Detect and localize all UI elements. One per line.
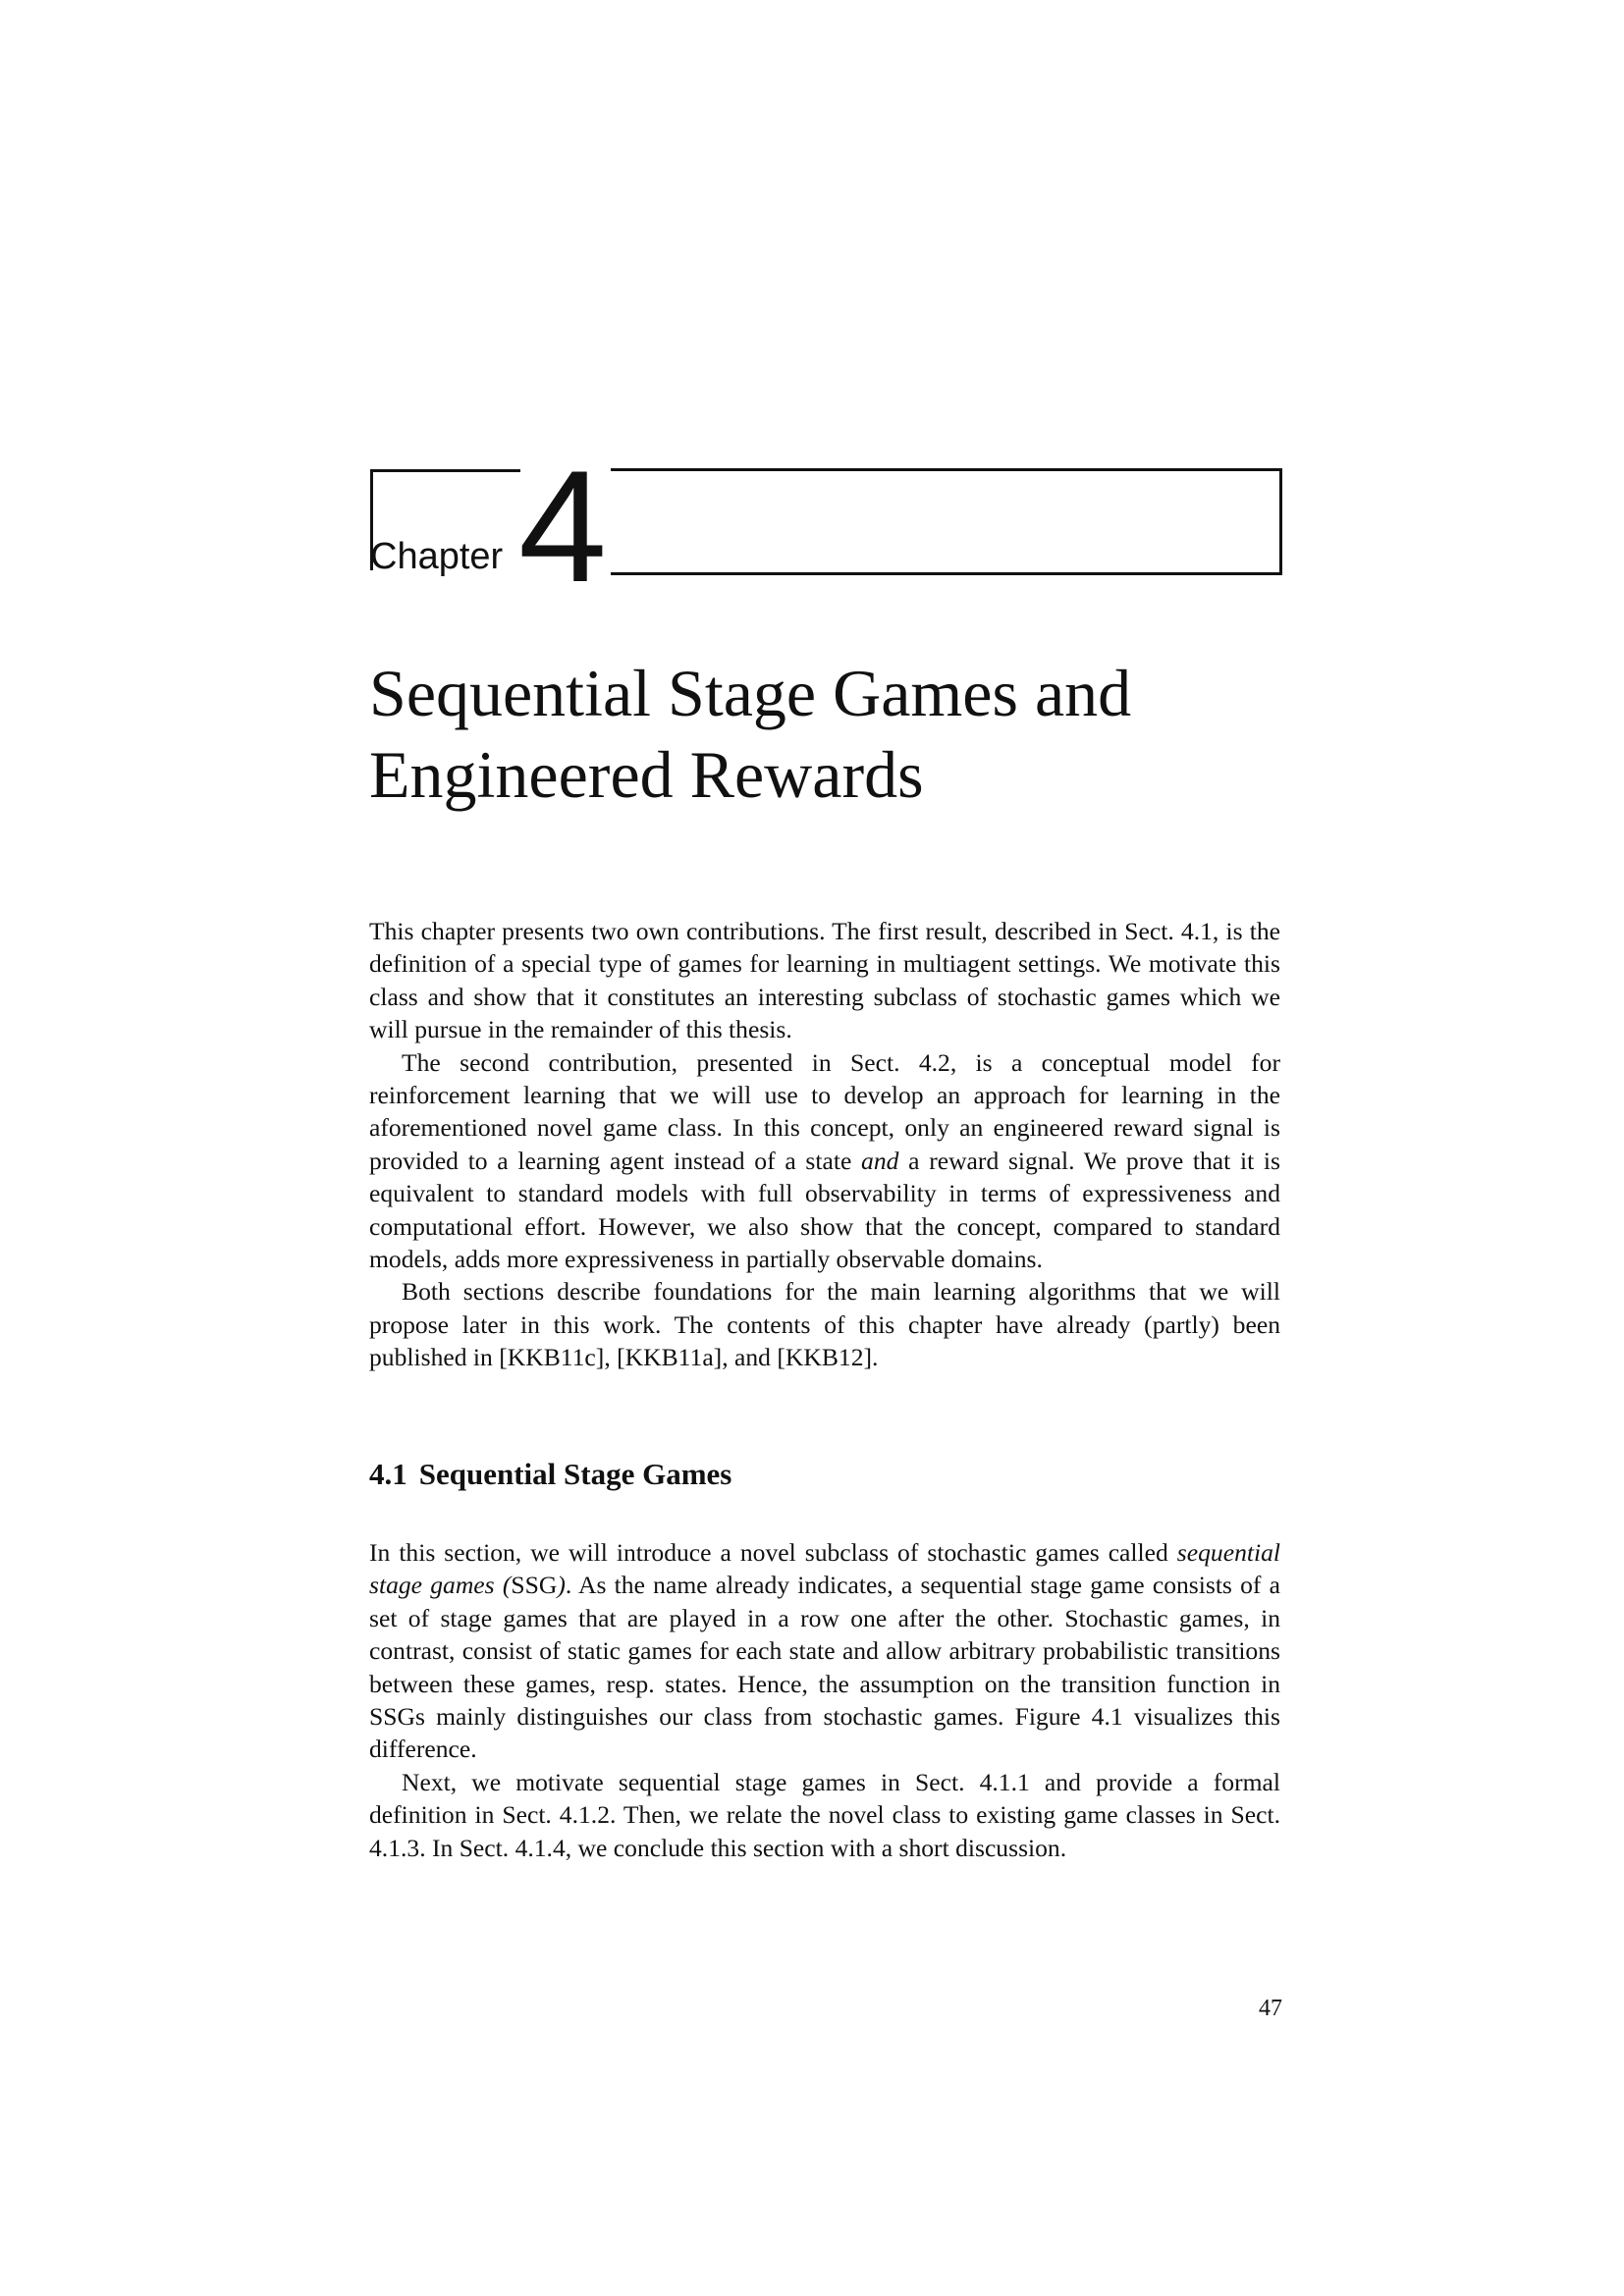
section-term-italic: sequential stage games ( <box>369 1538 1280 1600</box>
chapter-intro <box>369 915 1280 1374</box>
chapter-title-line-1: Sequential Stage Games and <box>369 656 1132 730</box>
intro-paragraph-3: Both sections describe foundations for the main learning algorithms that we will propose later in this work. The contents of this chapter have already (partly) been published in [KKB11c], [KKB11a], and [KKB12]. <box>369 1277 1280 1372</box>
intro-paragraph-2-part-2: a reward signal. We prove that it is equivalent to standard models with full observability in terms of expressiveness and computational effort. However, we also show that the concept, compared to standard models, adds more expressiveness in partially observable domains. <box>369 1146 1280 1274</box>
section-heading <box>369 1459 731 1489</box>
chapter-label: Chapter <box>370 536 504 577</box>
page-number: 47 <box>1259 1996 1282 2021</box>
section-body <box>369 1536 1280 1864</box>
section-paragraph-1-part-1: In this section, we will introduce a novel subclass of stochastic games called <box>369 1538 1177 1567</box>
intro-paragraph-2-emphasis: and <box>861 1146 899 1175</box>
chapter-title-line-2: Engineered Rewards <box>369 737 924 812</box>
section-paragraph-1-part-2: . As the name already indicates, a sequential stage game consists of a set of stage games that are played in a row one after the other. Stochastic games, in contrast, consist of static games for each state and allow arbitrary probabilistic transitions between these games, resp. states. Hence, the assumption on the transition function in SSGs mainly distinguishes our class from stochastic games. Figure 4.1 visualizes this difference. <box>369 1571 1280 1764</box>
section-number: 4.1 <box>369 1457 407 1491</box>
chapter-frame-right <box>611 468 1282 575</box>
section-title: Sequential Stage Games <box>418 1457 732 1491</box>
chapter-number: 4 <box>518 438 608 615</box>
section-term-italic-close: ) <box>557 1571 566 1600</box>
intro-paragraph-1: This chapter presents two own contributions. The first result, described in Sect. 4.1, is the definition of a special type of games for learning in multiagent settings. We motivate this class and show that it constitutes an interesting subclass of stochastic games which we will pursue in the remainder of this thesis. <box>369 917 1280 1044</box>
intro-paragraph-2 <box>369 1046 1280 1276</box>
section-paragraph-2: Next, we motivate sequential stage games in Sect. 4.1.1 and provide a formal definition in Sect. 4.1.2. Then, we relate the novel class to existing game classes in Sect. 4.1.3. In Sect. 4.1.4, we conclude this section with a short discussion. <box>369 1767 1280 1862</box>
section-paragraph-1 <box>369 1536 1280 1766</box>
intro-paragraph-2-part-1: The second contribution, presented in Sect. 4.2, is a conceptual model for reinforcement learning that we will use to develop an approach for learning in the aforementioned novel game class. In this concept, only an engineered reward signal is provided to a learning agent instead of a state <box>369 1047 1280 1175</box>
chapter-title <box>369 653 1312 816</box>
section-term-abbreviation: SSG <box>511 1571 558 1600</box>
